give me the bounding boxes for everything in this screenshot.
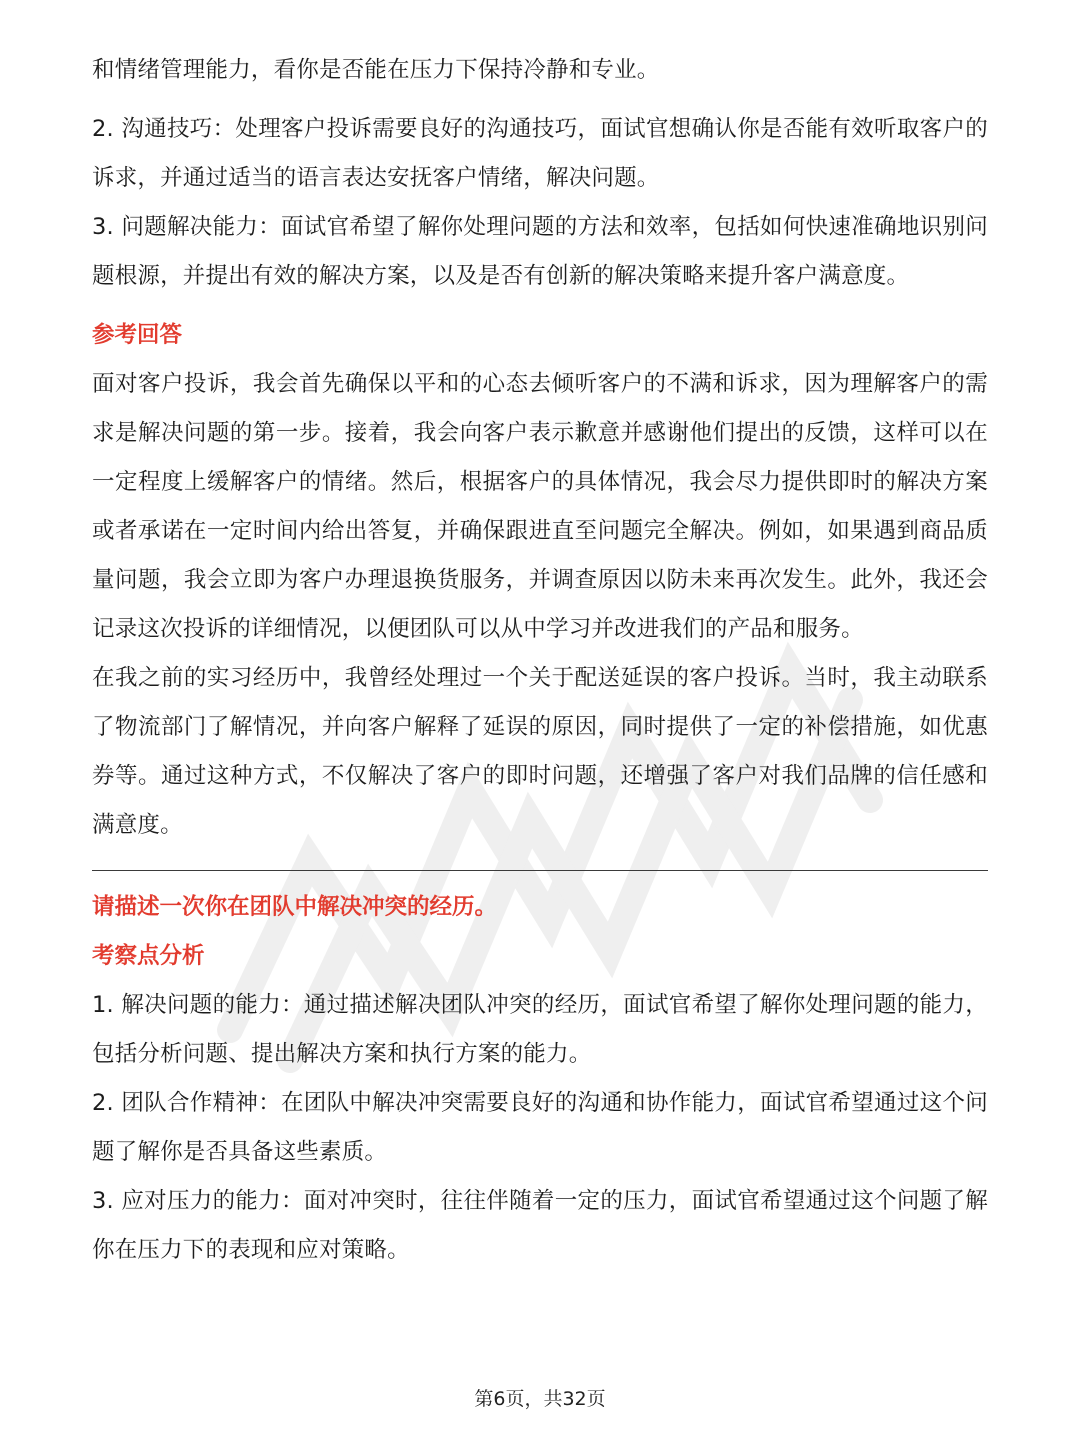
reference-paragraph-1: 面对客户投诉，我会首先确保以平和的心态去倾听客户的不满和诉求，因为理解客户的需求是解决问题的第一步。接着，我会向客户表示歉意并感谢他们提出的反馈，这样可以在一定程度上缓解客户的情绪。然后，根据客户的具体情况，我会尽力提供即时的解决方案或者承诺在一定时间内给出答复，并确保跟进直至问题完全解决。例如，如果遇到商品质量问题，我会立即为客户办理退换货服务，并调查原因以防未来再次发生。此外，我还会记录这次投诉的详细情况，以便团队可以从中学习并改进我们的产品和服务。	[92, 371, 988, 642]
point-communication: 2. 沟通技巧：处理客户投诉需要良好的沟通技巧，面试官想确认你是否能有效听取客户的诉求，并通过适当的语言表达安抚客户情绪，解决问题。	[92, 116, 988, 191]
reference-answer-heading: 参考回答	[92, 322, 183, 348]
question-title: 请描述一次你在团队中解决冲突的经历。	[92, 894, 498, 920]
analysis-heading: 考察点分析	[92, 943, 205, 969]
page-indicator: 第6页，共32页	[474, 1388, 606, 1410]
analysis-point-1: 1. 解决问题的能力：通过描述解决团队冲突的经历，面试官希望了解你处理问题的能力，包括分析问题、提出解决方案和执行方案的能力。	[92, 992, 988, 1067]
paragraph-continuation: 和情绪管理能力，看你是否能在压力下保持冷静和专业。	[92, 57, 660, 83]
reference-paragraph-2: 在我之前的实习经历中，我曾经处理过一个关于配送延误的客户投诉。当时，我主动联系了物流部门了解情况，并向客户解释了延误的原因，同时提供了一定的补偿措施，如优惠券等。通过这种方式，不仅解决了客户的即时问题，还增强了客户对我们品牌的信任感和满意度。	[92, 665, 988, 838]
point-problem-solving: 3. 问题解决能力：面试官希望了解你处理问题的方法和效率，包括如何快速准确地识别问题根源，并提出有效的解决方案，以及是否有创新的解决策略来提升客户满意度。	[92, 214, 988, 289]
section-divider	[92, 870, 988, 871]
analysis-point-3: 3. 应对压力的能力：面对冲突时，往往伴随着一定的压力，面试官希望通过这个问题了解你在压力下的表现和应对策略。	[92, 1188, 988, 1263]
analysis-point-2: 2. 团队合作精神：在团队中解决冲突需要良好的沟通和协作能力，面试官希望通过这个问题了解你是否具备这些素质。	[92, 1090, 988, 1165]
document-page	[92, 46, 988, 1275]
